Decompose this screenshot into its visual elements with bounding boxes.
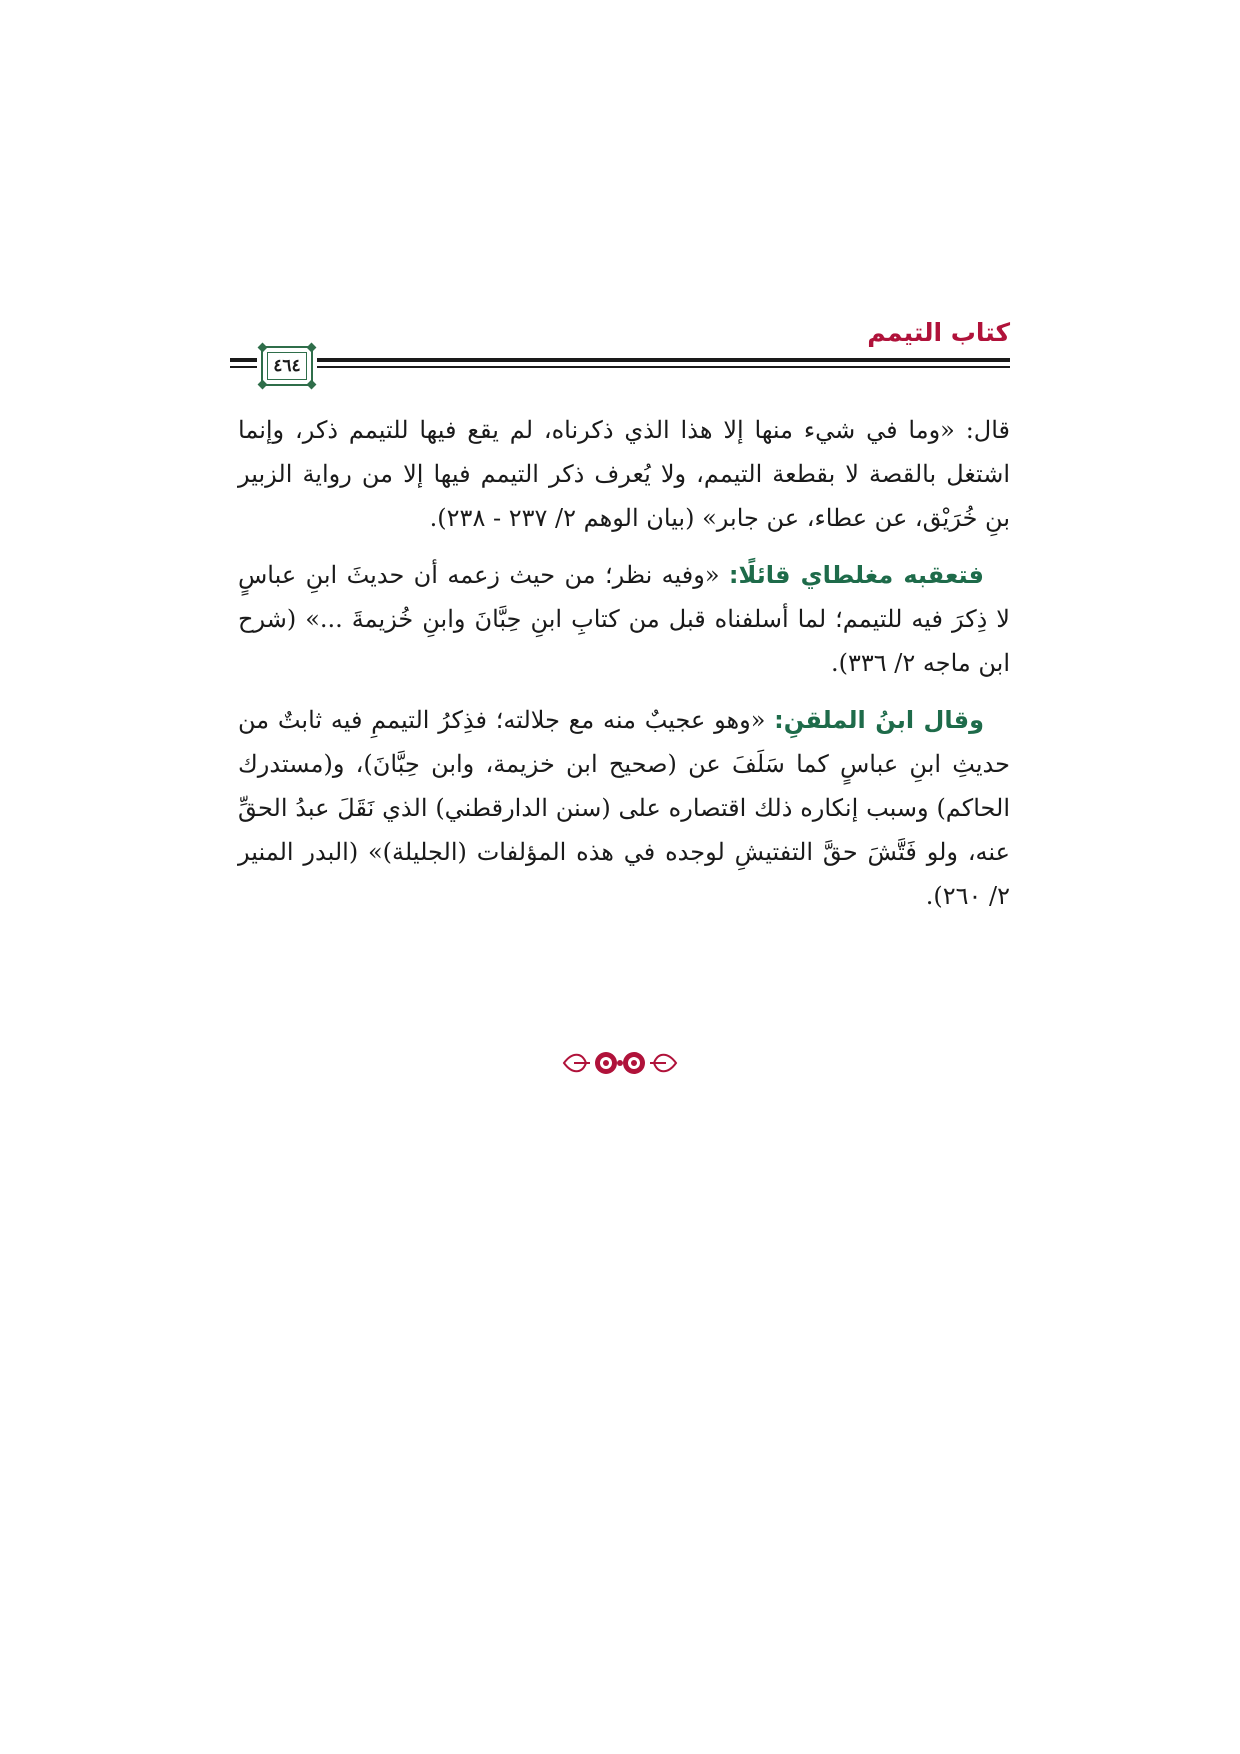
paragraph-1 xyxy=(238,408,1010,540)
badge-corner-icon xyxy=(258,380,268,390)
paragraph-text: «وهو عجيبٌ منه مع جلالته؛ فذِكرُ التيممِ فيه ثابتٌ من حديثِ ابنِ عباسٍ كما سَلَفَ عن (صحيح ابن خزيمة، وابن حِبَّانَ)، و(مستدرك الحاكم) وسبب إنكاره ذلك اقتصاره على (سنن الدارقطني) الذي نَقَلَ عبدُ الحقِّ عنه، ولو فَتَّشَ حقَّ التفتيشِ لوجده في هذه المؤلفات (الجليلة)» (البدر المنير ٢/ ٢٦٠). xyxy=(238,706,1010,910)
header-rule-thick xyxy=(230,358,1010,362)
paragraph-2 xyxy=(238,553,1010,685)
main-text xyxy=(238,408,1010,931)
badge-corner-icon xyxy=(258,343,268,353)
header-rule-thin xyxy=(230,366,1010,368)
page-number: ٤٦٤ xyxy=(273,356,301,376)
chapter-title: كتاب التيمم xyxy=(867,318,1010,347)
badge-corner-icon xyxy=(307,343,317,353)
floral-ornament-icon xyxy=(560,1046,680,1080)
paragraph-lead: وقال ابنُ الملقنِ: xyxy=(774,706,984,734)
badge-corner-icon xyxy=(307,380,317,390)
paragraph-text: قال: «وما في شيء منها إلا هذا الذي ذكرناه، لم يقع فيها للتيمم ذكر، وإنما اشتغل بالقصة لا بقطعة التيمم، ولا يُعرف ذكر التيمم فيها إلا من رواية الزبير بنِ خُرَيْق، عن عطاء، عن جابر» (بيان الوهم ٢/ ٢٣٧ - ٢٣٨). xyxy=(238,416,1010,532)
paragraph-text: «وفيه نظر؛ من حيث زعمه أن حديثَ ابنِ عباسٍ لا ذِكرَ فيه للتيمم؛ لما أسلفناه قبل من كتابِ ابنِ حِبَّانَ وابنِ خُزيمةَ ...» (شرح ابن ماجه ٢/ ٣٣٦). xyxy=(238,561,1010,677)
page-header xyxy=(230,318,1010,390)
paragraph-lead: فتعقبه مغلطاي قائلًا: xyxy=(728,561,984,589)
paragraph-3 xyxy=(238,698,1010,918)
page-number-frame-icon xyxy=(261,346,313,386)
